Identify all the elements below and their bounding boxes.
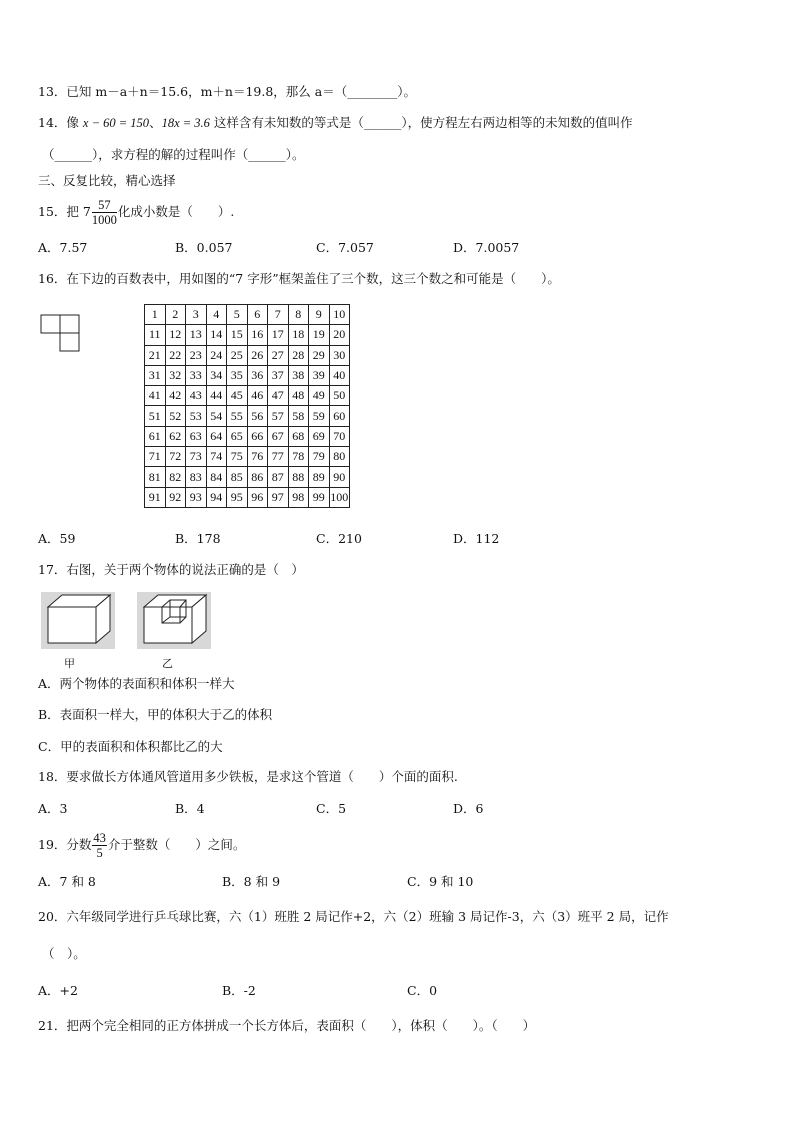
hundred-table-row <box>145 386 350 406</box>
hundred-table-cell: 23 <box>186 345 207 365</box>
hundred-table-cell: 56 <box>247 406 268 426</box>
hundred-table-cell: 85 <box>227 467 248 487</box>
q13-text: 13．已知 m－a＋n＝15.6，m＋n＝19.8，那么 a＝（________）。 <box>38 84 416 99</box>
question-18: 18．要求做长方体通风管道用多少铁板，是求这个管道（ ）个面的面积. <box>38 769 458 784</box>
hundred-table-cell: 79 <box>309 447 330 467</box>
hundred-table-cell: 78 <box>288 447 309 467</box>
seven-shape-frame-icon <box>40 314 80 354</box>
hundred-table-cell: 69 <box>309 426 330 446</box>
hundred-table-cell: 25 <box>227 345 248 365</box>
hundred-table-row <box>145 406 350 426</box>
q14-line-2: （______），求方程的解的过程叫作（______）。 <box>42 147 305 162</box>
hundred-table-cell: 53 <box>186 406 207 426</box>
hundred-table-cell: 97 <box>268 487 289 507</box>
hundred-table-cell: 26 <box>247 345 268 365</box>
hundred-table-cell: 73 <box>186 447 207 467</box>
hundred-table-cell: 17 <box>268 325 289 345</box>
hundred-table-cell: 19 <box>309 325 330 345</box>
hundred-table-row <box>145 487 350 507</box>
hundred-table-cell: 44 <box>206 386 227 406</box>
hundred-table-cell: 30 <box>329 345 350 365</box>
q14-mid-text: 这样含有未知数的等式是（______），使方程左右两边相等的未知数的值叫作 <box>209 115 633 130</box>
q16-option-b: B．178 <box>175 531 221 546</box>
hundred-table-cell: 83 <box>186 467 207 487</box>
hundred-table-cell: 8 <box>288 305 309 325</box>
hundred-table-cell: 2 <box>165 305 186 325</box>
hundred-table-row <box>145 426 350 446</box>
solid-jia-cuboid-icon <box>41 592 115 649</box>
hundred-table-cell: 11 <box>145 325 166 345</box>
hundred-table-cell: 51 <box>145 406 166 426</box>
hundred-table-cell: 35 <box>227 365 248 385</box>
q20-option-b: B．-2 <box>222 983 256 998</box>
hundred-table-cell: 100 <box>329 487 350 507</box>
hundred-table-cell: 59 <box>309 406 330 426</box>
hundred-table-cell: 49 <box>309 386 330 406</box>
hundred-table-cell: 33 <box>186 365 207 385</box>
hundred-table-cell: 34 <box>206 365 227 385</box>
q19-option-b: B．8 和 9 <box>222 874 281 889</box>
hundred-table-cell: 88 <box>288 467 309 487</box>
q17-option-b: B．表面积一样大，甲的体积大于乙的体积 <box>38 707 273 722</box>
hundred-table-cell: 41 <box>145 386 166 406</box>
hundred-table-cell: 99 <box>309 487 330 507</box>
hundred-table-cell: 74 <box>206 447 227 467</box>
hundred-table-cell: 46 <box>247 386 268 406</box>
q18-option-c: C．5 <box>316 801 347 816</box>
q15-option-b: B．0.057 <box>175 240 233 255</box>
solid-yi-notched-cuboid-icon <box>137 592 211 649</box>
q19-option-a: A．7 和 8 <box>38 874 96 889</box>
hundred-table-row <box>145 305 350 325</box>
hundred-table-cell: 72 <box>165 447 186 467</box>
hundred-table-cell: 5 <box>227 305 248 325</box>
hundred-table-cell: 10 <box>329 305 350 325</box>
question-19 <box>38 828 245 862</box>
question-16: 16．在下边的百数表中，用如图的“7 字形”框架盖住了三个数，这三个数之和可能是（ ）。 <box>38 271 560 286</box>
hundred-table-cell: 89 <box>309 467 330 487</box>
hundred-table-cell: 84 <box>206 467 227 487</box>
hundred-table-cell: 7 <box>268 305 289 325</box>
hundred-table-cell: 86 <box>247 467 268 487</box>
hundred-table-cell: 93 <box>186 487 207 507</box>
hundred-table-cell: 75 <box>227 447 248 467</box>
hundred-table-cell: 52 <box>165 406 186 426</box>
q15-suffix: 化成小数是（ ）. <box>117 204 235 219</box>
q18-option-d: D．6 <box>453 801 484 816</box>
q19-suffix: 介于整数（ ）之间。 <box>107 837 246 852</box>
hundred-table-cell: 9 <box>309 305 330 325</box>
hundred-table-cell: 37 <box>268 365 289 385</box>
hundred-table-cell: 4 <box>206 305 227 325</box>
hundred-table-cell: 96 <box>247 487 268 507</box>
hundred-table-row <box>145 447 350 467</box>
hundred-table-cell: 48 <box>288 386 309 406</box>
hundred-table-cell: 92 <box>165 487 186 507</box>
q19-fraction <box>92 831 107 860</box>
label-jia: 甲 <box>64 658 75 670</box>
q15-option-c: C．7.057 <box>316 240 374 255</box>
q17-option-a: A．两个物体的表面积和体积一样大 <box>38 676 235 691</box>
hundred-table-cell: 22 <box>165 345 186 365</box>
q19-option-c: C．9 和 10 <box>407 874 474 889</box>
q14-prefix: 14．像 <box>38 115 83 130</box>
section-3-title: 三、反复比较，精心选择 <box>38 173 176 188</box>
hundred-table-cell: 50 <box>329 386 350 406</box>
q19-fraction-numerator: 43 <box>93 831 106 845</box>
hundred-table-cell: 94 <box>206 487 227 507</box>
q15-prefix: 15．把 7 <box>38 204 91 219</box>
q16-option-a: A．59 <box>38 531 76 546</box>
q18-option-a: A．3 <box>38 801 68 816</box>
q20-option-a: A．+2 <box>38 983 78 998</box>
hundred-table-cell: 65 <box>227 426 248 446</box>
hundred-table-cell: 70 <box>329 426 350 446</box>
q19-prefix: 19．分数 <box>38 837 92 852</box>
question-21: 21．把两个完全相同的正方体拼成一个长方体后，表面积（ ），体积（ ）。（ ） <box>38 1018 536 1033</box>
hundred-table <box>144 304 350 508</box>
hundred-table-cell: 28 <box>288 345 309 365</box>
hundred-table-cell: 14 <box>206 325 227 345</box>
hundred-table-cell: 1 <box>145 305 166 325</box>
hundred-table-cell: 32 <box>165 365 186 385</box>
hundred-table-cell: 54 <box>206 406 227 426</box>
hundred-table-cell: 67 <box>268 426 289 446</box>
hundred-table-cell: 95 <box>227 487 248 507</box>
q19-fraction-denominator: 5 <box>96 846 103 860</box>
hundred-table-cell: 24 <box>206 345 227 365</box>
question-14 <box>38 114 633 132</box>
q14-equation-1: x − 60 = 150 <box>82 116 150 130</box>
hundred-table-cell: 27 <box>268 345 289 365</box>
hundred-table-cell: 61 <box>145 426 166 446</box>
hundred-table-cell: 90 <box>329 467 350 487</box>
q15-fraction <box>92 198 117 227</box>
hundred-table-row <box>145 345 350 365</box>
hundred-table-cell: 71 <box>145 447 166 467</box>
hundred-table-cell: 45 <box>227 386 248 406</box>
hundred-table-cell: 31 <box>145 365 166 385</box>
q17-option-c: C．甲的表面积和体积都比乙的大 <box>38 739 223 754</box>
q20-option-c: C．0 <box>407 983 438 998</box>
hundred-table-cell: 43 <box>186 386 207 406</box>
q16-option-d: D．112 <box>453 531 500 546</box>
hundred-table-cell: 57 <box>268 406 289 426</box>
hundred-table-cell: 68 <box>288 426 309 446</box>
hundred-table-cell: 60 <box>329 406 350 426</box>
question-20: 20．六年级同学进行乒乓球比赛，六（1）班胜 2 局记作+2，六（2）班输 3 局记作-3，六（3）班平 2 局，记作 <box>38 909 669 924</box>
q14-equation-2: 18x = 3.6 <box>161 116 210 130</box>
q20-line-2: （ ）。 <box>42 946 86 961</box>
hundred-table-cell: 38 <box>288 365 309 385</box>
hundred-table-cell: 20 <box>329 325 350 345</box>
hundred-table-cell: 82 <box>165 467 186 487</box>
q15-option-a: A．7.57 <box>38 240 88 255</box>
hundred-table-cell: 29 <box>309 345 330 365</box>
hundred-table-cell: 76 <box>247 447 268 467</box>
hundred-table-cell: 39 <box>309 365 330 385</box>
hundred-table-cell: 21 <box>145 345 166 365</box>
q18-option-b: B．4 <box>175 801 205 816</box>
two-solids-figure <box>40 591 220 651</box>
label-yi: 乙 <box>162 658 173 670</box>
hundred-table-cell: 12 <box>165 325 186 345</box>
hundred-table-row <box>145 325 350 345</box>
hundred-table-cell: 6 <box>247 305 268 325</box>
q15-fraction-numerator: 57 <box>92 198 117 213</box>
hundred-table-cell: 36 <box>247 365 268 385</box>
hundred-table-cell: 91 <box>145 487 166 507</box>
q15-fraction-denominator: 1000 <box>91 213 117 227</box>
hundred-table-cell: 3 <box>186 305 207 325</box>
hundred-table-cell: 58 <box>288 406 309 426</box>
hundred-table-cell: 40 <box>329 365 350 385</box>
hundred-table-cell: 64 <box>206 426 227 446</box>
hundred-table-cell: 63 <box>186 426 207 446</box>
hundred-table-cell: 81 <box>145 467 166 487</box>
hundred-table-cell: 77 <box>268 447 289 467</box>
hundred-table-cell: 13 <box>186 325 207 345</box>
question-17: 17．右图，关于两个物体的说法正确的是（ ） <box>38 562 304 577</box>
hundred-table-cell: 66 <box>247 426 268 446</box>
hundred-table-row <box>145 467 350 487</box>
hundred-table-cell: 47 <box>268 386 289 406</box>
hundred-table-cell: 55 <box>227 406 248 426</box>
q16-option-c: C．210 <box>316 531 362 546</box>
question-15 <box>38 195 234 229</box>
hundred-table-cell: 98 <box>288 487 309 507</box>
question-13 <box>38 83 416 101</box>
hundred-table-cell: 80 <box>329 447 350 467</box>
hundred-table-cell: 87 <box>268 467 289 487</box>
hundred-table-cell: 16 <box>247 325 268 345</box>
hundred-table-cell: 62 <box>165 426 186 446</box>
hundred-table-cell: 18 <box>288 325 309 345</box>
hundred-table-cell: 15 <box>227 325 248 345</box>
q15-option-d: D．7.0057 <box>453 240 520 255</box>
q14-separator: 、 <box>149 115 162 130</box>
hundred-table-row <box>145 365 350 385</box>
hundred-table-cell: 42 <box>165 386 186 406</box>
